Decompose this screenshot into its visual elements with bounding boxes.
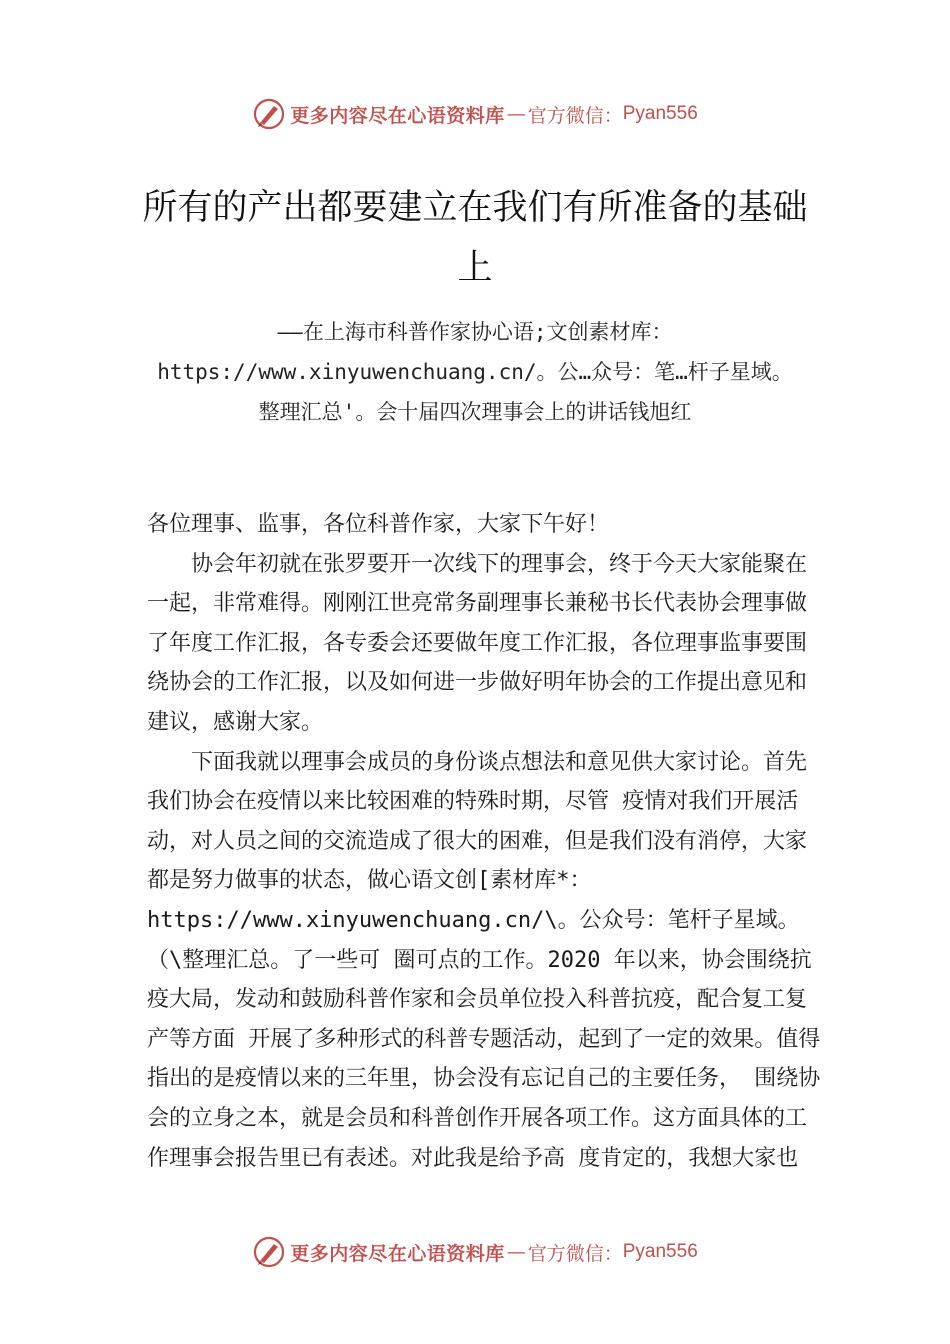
- banner-wechat-id: Pyan556: [622, 1241, 698, 1262]
- banner-separator: —: [506, 1241, 526, 1263]
- banner-wechat-id: Pyan556: [622, 103, 698, 124]
- banner-text: 更多内容尽在心语资料库: [290, 1242, 505, 1265]
- greeting-line: 各位理事、监事，各位科普作家，大家下午好！: [147, 512, 610, 537]
- banner-wechat-label: 官方微信：: [527, 1242, 623, 1265]
- paragraph-1: 协会年初就在张罗要开一次线下的理事会，终于今天大家能聚在一起，非常难得。刚刚江世亮常务副理事长兼秘书长代表协会理事做了年度工作汇报，各专委会还要做年度工作汇报，各位理事监事要围绕协会的工作汇报，以及如何进一步做好明年协会的工作提出意见和建议，感谢大家。: [147, 551, 808, 735]
- document-subtitle: ——在上海市科普作家协心语;文创素材库：https://www.xinyuwenchuang.cn/。公…众号：笔…杆子星域。整理汇总'。会十届四次理事会上的讲话钱旭红: [157, 320, 793, 424]
- document-title: 所有的产出都要建立在我们有所准备的基础上: [142, 188, 808, 288]
- document-body: [147, 505, 827, 1178]
- pen-logo-icon: [252, 97, 286, 131]
- banner-text: 更多内容尽在心语资料库: [290, 104, 505, 127]
- header-banner: [0, 94, 950, 134]
- footer-banner: [0, 1232, 950, 1272]
- paragraph-2: 下面我就以理事会成员的身份谈点想法和意见供大家讨论。首先我们协会在疫情以来比较困难的特殊时期，尽管 疫情对我们开展活动，对人员之间的交流造成了很大的困难，但是我们没有消停，大家都是努力做事的状态，做心语文创[素材库*：https://www.xinyuwenchuang.cn/\。公众号：笔杆子星域。（\整理汇总。了一些可 圈可点的工作。2020 年以来，协会围绕抗疫大局，发动和鼓励科普作家和会员单位投入科普抗疫，配合复工复产等方面 开展了多种形式的科普专题活动，起到了一定的效果。值得 指出的是疫情以来的三年里，协会没有忘记自己的主要任务， 围绕协会的立身之本，就是会员和科普创作开展各项工作。这方面具体的工作理事会报告里已有表述。对此我是给予高 度肯定的，我想大家也: [147, 749, 821, 1171]
- banner-separator: —: [506, 103, 526, 125]
- pen-logo-icon: [252, 1235, 286, 1269]
- banner-wechat-label: 官方微信：: [527, 104, 623, 127]
